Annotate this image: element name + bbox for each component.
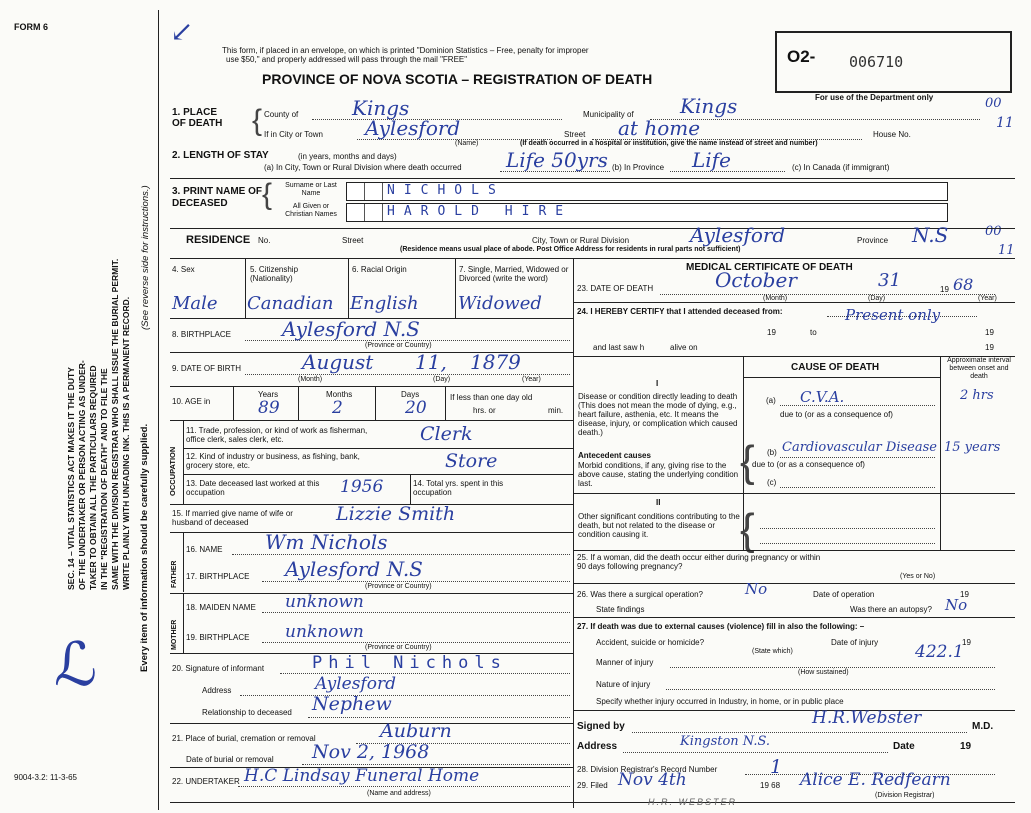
death-year-prefix: 19 — [940, 285, 949, 294]
trade-value: Clerk — [420, 423, 473, 445]
dept-code-1: 00 — [985, 96, 1002, 111]
dept-code-2: 11 — [996, 115, 1014, 131]
pregnancy-label: 25. If a woman, did the death occur either during pregnancy or within 90 days following pregnancy? — [577, 553, 821, 571]
under-day-label: If less than one day old — [450, 393, 533, 402]
form-code: 9004-3.2: 11-3-65 — [14, 773, 78, 782]
dob-day-sub: (Day) — [433, 376, 451, 383]
how-sub: (How sustained) — [798, 669, 849, 676]
disease-desc: Disease or condition directly leading to death (This does not mean the mode of dying, e.g., heart failure, asthenia, etc. It means the disease, injury, or complication which caused death.) — [578, 392, 738, 437]
father-side-label: FATHER — [171, 560, 178, 588]
filed-year: 19 68 — [760, 781, 781, 790]
registrar-sub: (Division Registrar) — [875, 792, 935, 799]
attended-value: Present only — [845, 306, 941, 324]
citizenship-value: Canadian — [247, 293, 334, 314]
autopsy-value: No — [945, 596, 968, 614]
mother-birthplace-value: unknown — [285, 622, 364, 642]
age-years: 89 — [258, 398, 280, 418]
residence-label: RESIDENCE — [186, 234, 251, 246]
stay-b-label: (b) In Province — [612, 163, 665, 172]
antecedent-desc: Morbid conditions, if any, giving rise to the above cause, stating the underlying condition last. — [578, 461, 739, 488]
dept-code-4: 11 — [998, 243, 1015, 258]
industry-value: Store — [445, 450, 498, 472]
cause-title: CAUSE OF DEATH — [791, 362, 880, 373]
check-mark: ↙ — [170, 15, 194, 48]
external-label: 27. If death was due to external causes (violence) fill in also the following: – — [577, 622, 865, 631]
manner-label: Manner of injury — [596, 658, 654, 667]
specify-label: Specify whether injury occurred in Industry, in home, or in public place — [596, 697, 844, 706]
dob-year: 1879 — [470, 350, 521, 374]
given-value: HAROLD HIRE — [387, 204, 573, 219]
record-number-value: 1 — [770, 756, 783, 778]
medical-title: MEDICAL CERTIFICATE OF DEATH — [686, 262, 853, 273]
death-day: 31 — [878, 270, 901, 291]
relationship-value: Nephew — [312, 693, 392, 715]
marital-value: Widowed — [458, 293, 542, 314]
dob-year-sub: (Year) — [522, 376, 541, 383]
relationship-label: Relationship to deceased — [202, 708, 292, 717]
residence-province-value: N.S — [912, 223, 949, 247]
citizenship-label: 5. Citizenship (Nationality) — [250, 265, 299, 283]
age-days: 20 — [405, 398, 427, 418]
record-number-label: 28. Division Registrar's Record Number — [577, 765, 718, 774]
attended-year: 19 — [767, 328, 776, 337]
occupation-side-label: OCCUPATION — [168, 446, 177, 496]
other-desc: Other significant conditions contributing to the death, but not related to the disease or condition causing it. — [578, 512, 740, 539]
interval-label: Approximate interval between onset and death — [947, 357, 1011, 380]
father-name-label: 16. NAME — [186, 545, 223, 554]
certify-label: 24. I HEREBY CERTIFY that I attended deceased from: — [577, 307, 783, 316]
racial-value: English — [350, 293, 419, 314]
reg-number: 006710 — [849, 53, 904, 71]
dob-month-sub: (Month) — [298, 376, 323, 383]
age-months: 2 — [332, 398, 343, 418]
dob-day: 11, — [415, 350, 447, 374]
registration-number-box — [775, 31, 1012, 93]
cause-b-interval: 15 years — [944, 440, 1001, 455]
accident-label: Accident, suicide or homicide? — [596, 638, 705, 647]
days-label: Days — [401, 390, 420, 399]
given-label: All Given or Christian Names — [285, 203, 337, 218]
spouse-label: 15. If married give name of wife or husband of deceased — [172, 509, 293, 527]
doctor-address-label: Address — [577, 741, 618, 752]
cause-b-label: (b) — [767, 448, 777, 457]
marital-label: 7. Single, Married, Widowed or Divorced (write the word) — [459, 265, 569, 283]
cause-b-value: Cardiovascular Disease — [782, 440, 937, 455]
sidebar-reverse: (See reverse side for instructions.) — [140, 185, 151, 330]
yes-no-sub: (Yes or No) — [900, 573, 936, 580]
undertaker-label: 22. UNDERTAKER — [172, 777, 240, 786]
filed-label: 29. Filed — [577, 781, 608, 790]
father-birthplace-label: 17. BIRTHPLACE — [186, 572, 250, 581]
birthplace-value: Aylesford N.S — [282, 317, 420, 341]
op-date-label: Date of operation — [813, 590, 875, 599]
mother-birthplace-label: 19. BIRTHPLACE — [186, 633, 250, 642]
death-year-sub: (Year) — [978, 295, 997, 302]
form-number: FORM 6 — [14, 22, 49, 32]
op-year: 19 — [960, 590, 969, 599]
hrs-label: hrs. or — [473, 406, 496, 415]
md-label: M.D. — [972, 721, 994, 732]
surgery-value: No — [745, 580, 768, 598]
webster-stamp: H.R. WEBSTER — [648, 797, 738, 807]
cause-a-value: C.V.A. — [800, 388, 845, 406]
registrar-signature: Alice E. Redfearn — [800, 770, 951, 790]
surname-boxes — [346, 182, 948, 201]
last-worked-value: 1956 — [340, 477, 384, 497]
county-label: County of — [264, 110, 299, 119]
sex-label: 4. Sex — [172, 265, 195, 274]
burial-date-value: Nov 2, 1968 — [312, 741, 430, 763]
stay-a-label: (a) In City, Town or Rural Division where death occurred — [264, 163, 462, 172]
racial-label: 6. Racial Origin — [352, 265, 407, 274]
stay-b-value: Life — [692, 148, 731, 172]
industry-label: 12. Kind of industry or business, as fishing, bank, grocery store, etc. — [186, 452, 360, 470]
informant-label: 20. Signature of informant — [172, 664, 265, 673]
attended-year-2: 19 — [985, 328, 994, 337]
last-saw-label: and last saw h — [593, 343, 645, 352]
sidebar-mark: ℒ — [54, 630, 98, 700]
attended-to: to — [810, 328, 817, 337]
dept-code-3: 00 — [985, 224, 1002, 239]
mother-side-label: MOTHER — [171, 619, 178, 650]
due-to-1: due to (or as a consequence of) — [780, 410, 893, 419]
father-name-value: Wm Nichols — [265, 530, 388, 554]
page-title: PROVINCE OF NOVA SCOTIA – REGISTRATION OF DEATH — [262, 71, 653, 87]
undertaker-sub: (Name and address) — [367, 790, 431, 797]
state-which-sub: (State which) — [752, 648, 793, 655]
residence-note: (Residence means usual place of abode. Post Office Address for residents in rural parts not sufficient) — [400, 246, 741, 253]
street-label: Street — [564, 130, 586, 139]
alive-year: 19 — [985, 343, 994, 352]
injury-year: 19 — [962, 638, 971, 647]
envelope-notice-1: This form, if placed in an envelope, on which is printed "Dominion Statistics – Free, penalty for improper — [222, 46, 589, 55]
months-label: Months — [326, 390, 353, 399]
residence-city-label: City, Town or Rural Division — [532, 236, 630, 245]
dob-label: 9. DATE OF BIRTH — [172, 364, 242, 373]
county-value: Kings — [352, 96, 410, 120]
length-of-stay-label: 2. LENGTH OF STAY — [172, 150, 269, 161]
death-month-sub: (Month) — [763, 295, 788, 302]
house-label: House No. — [873, 130, 911, 139]
name-sublabel: (Name) — [455, 140, 479, 147]
sidebar-instructions: SEC. 14 – VITAL STATISTICS ACT MAKES IT THE DUTY OF THE UNDERTAKER OR PERSON ACTING AS UNDER- TAKER TO OBTAIN ALL THE PARTICULARS REQUIRED IN THE "REGISTRATION OF DEATH" AND TO FILE THE SAME WITH THE DIVISION REGISTRAR WHO SHALL ISSUE THE BURIAL PERMIT. WRITE PLAINLY WITH UNFADING INK. THIS IS A PERMANENT RECORD. — [66, 258, 131, 590]
autopsy-label: Was there an autopsy? — [850, 605, 932, 614]
place-of-death-label: 1. PLACE OF DEATH — [172, 107, 223, 129]
antecedent-title: Antecedent causes — [578, 451, 651, 460]
birthplace-sub: (Province or Country) — [365, 342, 432, 349]
hospital-note: (If death occurred in a hospital or institution, give the name instead of street and number) — [520, 140, 818, 147]
nature-label: Nature of injury — [596, 680, 651, 689]
cause-c-label: (c) — [767, 478, 777, 487]
dob-month: August — [302, 350, 374, 374]
residence-city-value: Aylesford — [690, 223, 786, 247]
surgery-label: 26. Was there a surgical operation? — [577, 590, 703, 599]
doctor-date-year: 19 — [960, 741, 972, 752]
residence-province-label: Province — [857, 236, 889, 245]
trade-label: 11. Trade, profession, or kind of work as fisherman, office clerk, sales clerk, etc. — [186, 426, 368, 444]
sex-value: Male — [172, 293, 218, 314]
street-value: at home — [618, 116, 701, 140]
burial-date-label: Date of burial or removal — [186, 755, 274, 764]
print-name-label: 3. PRINT NAME OF DECEASED — [172, 186, 263, 209]
surname-value: NICHOLS — [387, 183, 505, 198]
surname-label: Surname or Last Name — [285, 182, 337, 197]
part-two: II — [656, 498, 661, 507]
date-of-death-label: 23. DATE OF DEATH — [577, 284, 654, 293]
burial-place-label: 21. Place of burial, cremation or removal — [172, 734, 316, 743]
municipality-label: Municipality of — [583, 110, 634, 119]
injury-date-label: Date of injury — [831, 638, 879, 647]
undertaker-value: H.C Lindsay Funeral Home — [244, 766, 480, 786]
years-label: Years — [258, 390, 279, 399]
doctor-date-label: Date — [893, 741, 915, 752]
cause-a-interval: 2 hrs — [960, 388, 994, 403]
city-value: Aylesford — [365, 116, 461, 140]
cause-a-label: (a) — [766, 396, 776, 405]
informant-address-label: Address — [202, 686, 232, 695]
municipality-value: Kings — [680, 94, 738, 118]
death-year: 68 — [953, 275, 974, 294]
maiden-name-value: unknown — [285, 592, 364, 612]
given-boxes — [346, 203, 948, 222]
doctor-signature: H.R.Webster — [812, 708, 922, 728]
icd-code: 422.1 — [915, 642, 964, 662]
stay-a-value: Life 50yrs — [506, 148, 608, 172]
length-sub: (in years, months and days) — [298, 152, 397, 161]
due-to-2: due to (or as a consequence of) — [752, 460, 865, 469]
birthplace-label: 8. BIRTHPLACE — [172, 330, 231, 339]
state-findings-label: State findings — [596, 605, 645, 614]
burial-place-value: Auburn — [380, 720, 452, 742]
age-label: 10. AGE in — [172, 397, 211, 406]
informant-address-value: Aylesford — [315, 674, 396, 694]
mother-birthplace-sub: (Province or Country) — [365, 644, 432, 651]
residence-street: Street — [342, 236, 364, 245]
informant-value: Phil Nichols — [312, 653, 507, 673]
city-label: If in City or Town — [264, 130, 323, 139]
death-day-sub: (Day) — [868, 295, 886, 302]
filed-date: Nov 4th — [618, 770, 687, 790]
sidebar-every-item: Every item of information should be carefully supplied. — [139, 423, 150, 672]
min-label: min. — [548, 406, 564, 415]
stay-c-label: (c) In Canada (if immigrant) — [792, 163, 890, 172]
part-one: I — [656, 379, 659, 388]
dept-use: For use of the Department only — [815, 93, 934, 102]
envelope-notice-2: use $50," and properly addressed will pass through the mail "FREE" — [226, 55, 468, 64]
doctor-address-value: Kingston N.S. — [680, 734, 771, 749]
spouse-value: Lizzie Smith — [336, 503, 456, 525]
total-years-label: 14. Total yrs. spent in this occupation — [413, 479, 504, 497]
alive-on-label: alive on — [670, 343, 698, 352]
maiden-name-label: 18. MAIDEN NAME — [186, 603, 256, 612]
signed-by-label: Signed by — [577, 721, 625, 732]
death-month: October — [715, 268, 797, 292]
father-birthplace-value: Aylesford N.S — [285, 557, 423, 581]
residence-no: No. — [258, 236, 271, 245]
father-birthplace-sub: (Province or Country) — [365, 583, 432, 590]
reg-prefix: O2- — [787, 47, 816, 66]
last-worked-label: 13. Date deceased last worked at this occupation — [186, 479, 320, 497]
